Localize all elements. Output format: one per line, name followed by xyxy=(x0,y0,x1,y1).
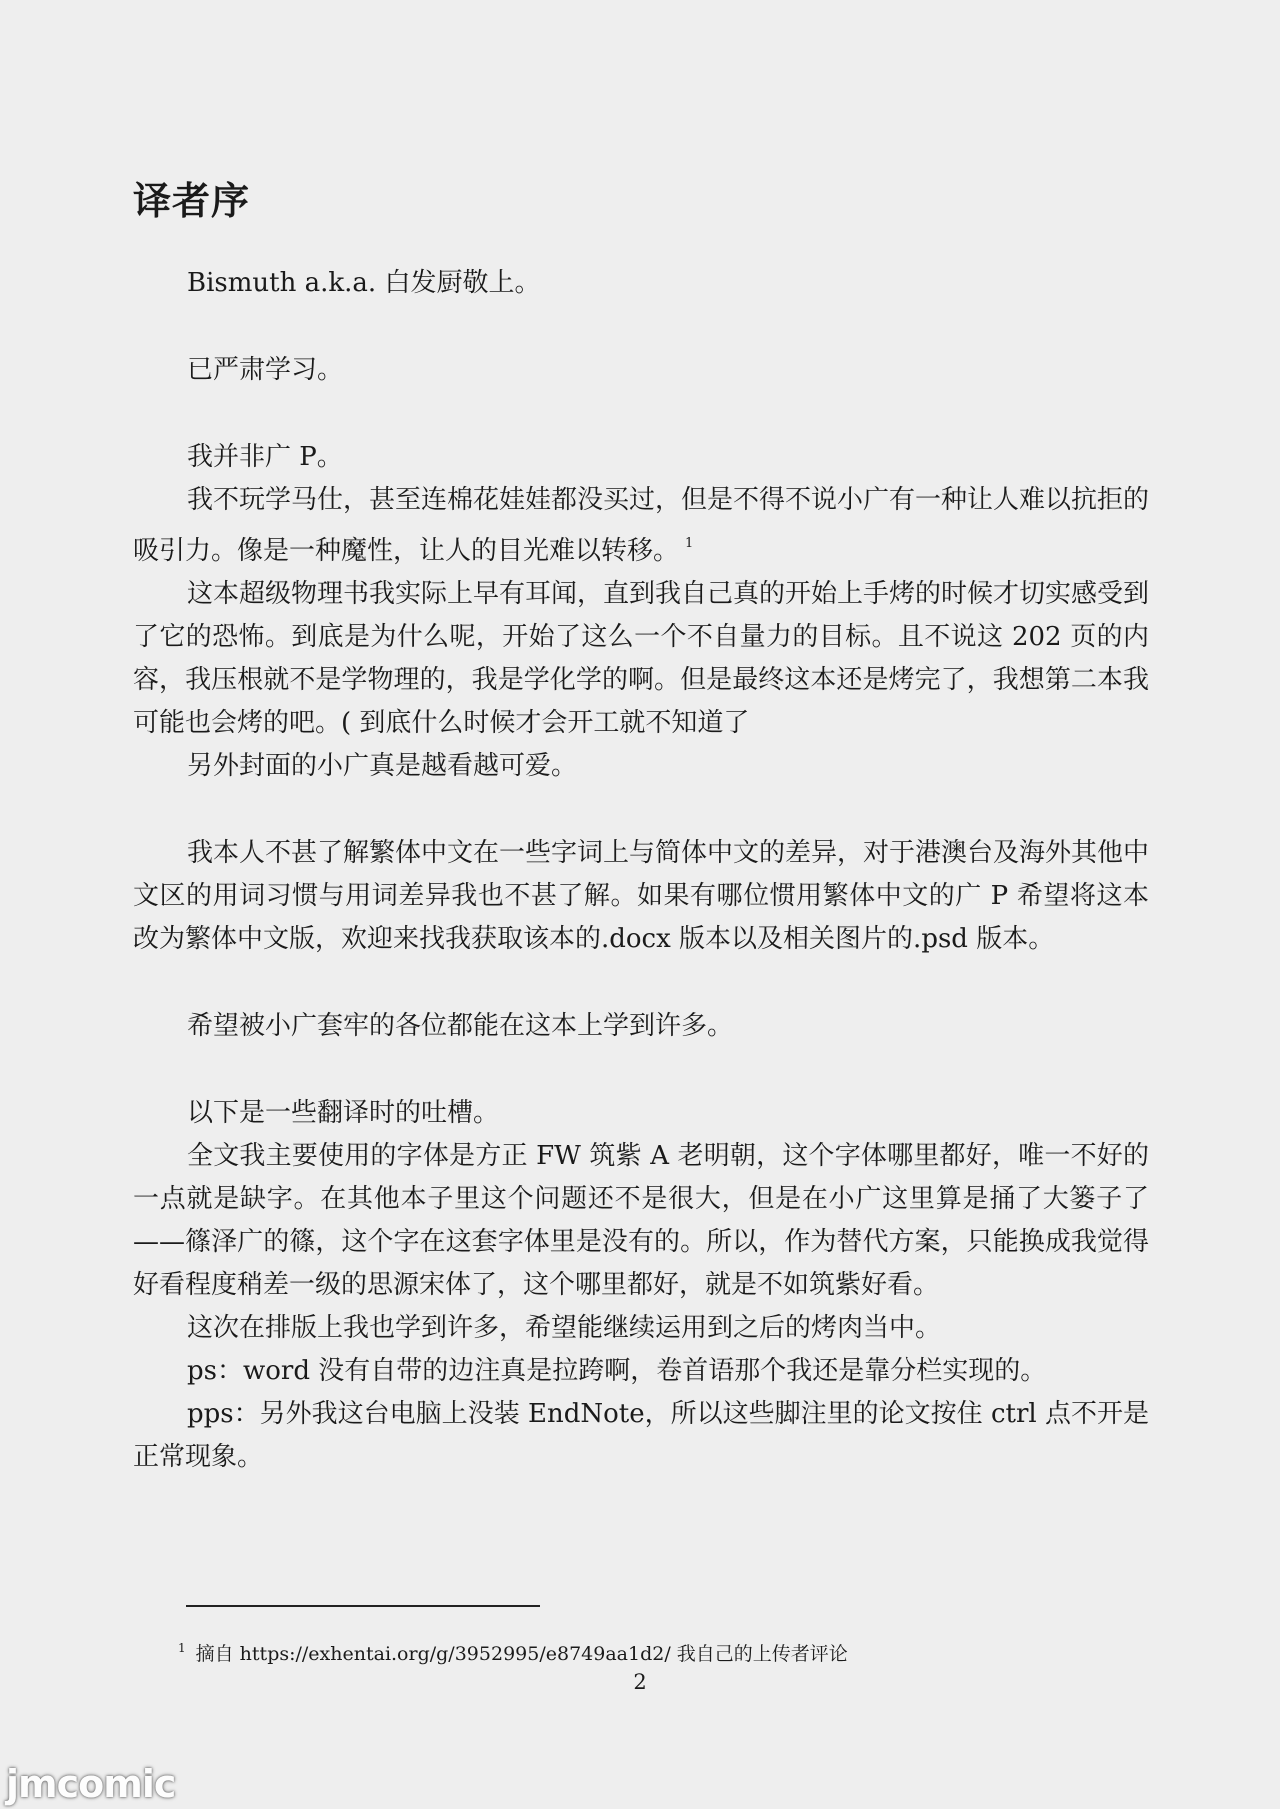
paragraph: pps：另外我这台电脑上没装 EndNote，所以这些脚注里的论文按住 ctrl 点不开是正常现象。 xyxy=(133,1399,1149,1472)
paragraph: 希望被小广套牢的各位都能在这本上学到许多。 xyxy=(187,1011,734,1041)
paragraph-text: 我不玩学马仕，甚至连棉花娃娃都没买过，但是不得不说小广有一种让人难以抗拒的吸引力。像是一种魔性，让人的目光难以转移。 xyxy=(133,485,1150,566)
paragraph: ps：word 没有自带的边注真是拉跨啊，卷首语那个我还是靠分栏实现的。 xyxy=(187,1356,1047,1386)
footnote-reference[interactable]: 1 xyxy=(685,536,694,551)
paragraph: 我本人不甚了解繁体中文在一些字词上与简体中文的差异，对于港澳台及海外其他中文区的用词习惯与用词差异我也不甚了解。如果有哪位惯用繁体中文的广 P 希望将这本改为繁体中文版，欢迎来找我获取该本的.docx 版本以及相关图片的.psd 版本。 xyxy=(133,838,1150,954)
paragraph: 我并非广 P。 xyxy=(187,442,343,472)
watermark-logo: jmcomic xyxy=(6,1762,176,1806)
page-number: 2 xyxy=(633,1670,647,1694)
paragraph: 全文我主要使用的字体是方正 FW 筑紫 A 老明朝，这个字体哪里都好，唯一不好的一点就是缺字。在其他本子里这个问题还不是很大，但是在小广这里算是捅了大篓子了——篠泽广的篠，这个字在这套字体里是没有的。所以，作为替代方案，只能换成我觉得好看程度稍差一级的思源宋体了，这个哪里都好，就是不如筑紫好看。 xyxy=(133,1141,1149,1300)
paragraph: 这本超级物理书我实际上早有耳闻，直到我自己真的开始上手烤的时候才切实感受到了它的恐怖。到底是为什么呢，开始了这么一个不自量力的目标。且不说这 202 页的内容，我压根就不是学物理的，我是学化学的啊。但是最终这本还是烤完了，我想第二本我可能也会烤的吧。( 到底什么时候才会开工就不知道了 xyxy=(133,579,1150,738)
footnote xyxy=(178,1634,848,1668)
paragraph: 这次在排版上我也学到许多，希望能继续运用到之后的烤肉当中。 xyxy=(187,1313,942,1343)
footnote-number: 1 xyxy=(178,1641,186,1655)
paragraph-with-footnote xyxy=(133,479,1149,573)
footnote-text[interactable]: 摘自 https://exhentai.org/g/3952995/e8749aa1d2/ 我自己的上传者评论 xyxy=(195,1643,848,1665)
preface-body xyxy=(133,262,1149,1479)
paragraph: 已严肃学习。 xyxy=(187,355,344,385)
footnote-separator xyxy=(186,1605,540,1607)
paragraph: 另外封面的小广真是越看越可爱。 xyxy=(187,751,578,781)
paragraph-signature: Bismuth a.k.a. 白发厨敬上。 xyxy=(187,268,541,298)
paragraph: 以下是一些翻译时的吐槽。 xyxy=(187,1098,500,1128)
page-title: 译者序 xyxy=(133,178,251,223)
